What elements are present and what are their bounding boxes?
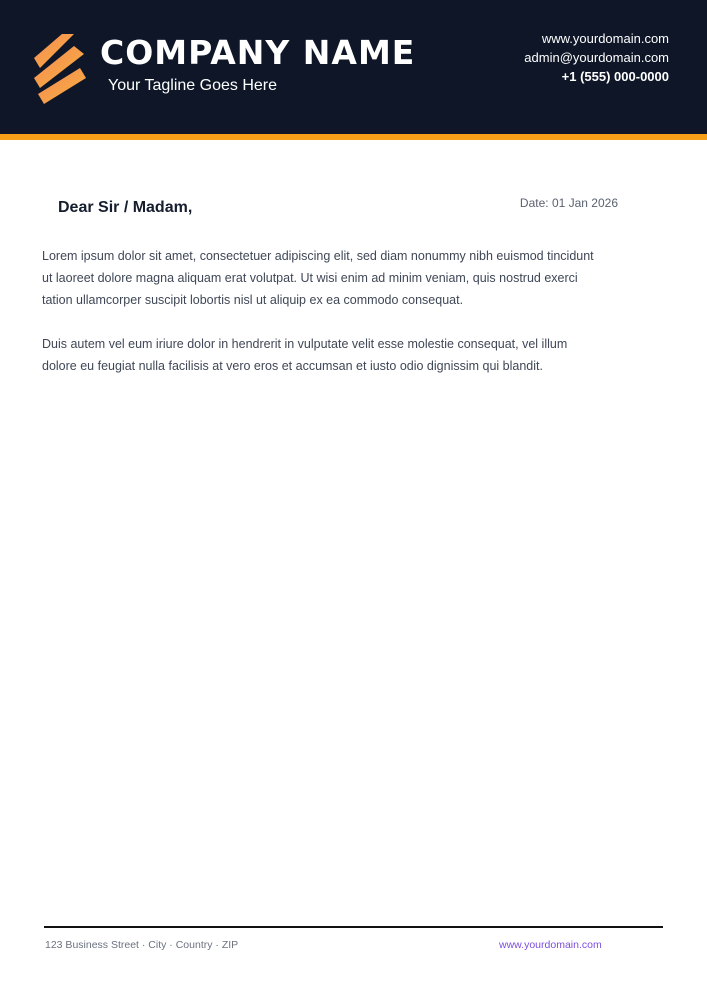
company-tagline: Your Tagline Goes Here	[108, 77, 277, 94]
contact-website: www.yourdomain.com	[541, 31, 669, 46]
footer-divider	[44, 926, 663, 928]
company-name: COMPANY NAME	[100, 33, 416, 72]
contact-block	[524, 29, 669, 86]
body-paragraph: Duis autem vel eum iriure dolor in hendrerit in vulputate velit esse molestie consequat, vel illum dolore eu feugiat nulla facilisis at vero eros et accumsan et iusto odio dignissim qui blandit.	[42, 337, 568, 373]
letterhead-header	[0, 0, 707, 140]
diagonal-stripes-logo-icon	[34, 34, 86, 104]
contact-phone: +1 (555) 000-0000	[561, 69, 669, 84]
body-paragraph: Lorem ipsum dolor sit amet, consectetuer adipiscing elit, sed diam nonummy nibh euismod tincidunt ut laoreet dolore magna aliquam erat volutpat. Ut wisi enim ad minim veniam, quis nostrud exerci tation ullamcorper suscipit lobortis nisl ut aliquip ex ea commodo consequat.	[42, 249, 594, 307]
letter-body	[42, 245, 602, 399]
footer-address: 123 Business Street · City · Country · ZIP	[45, 939, 239, 951]
footer-website-link[interactable]: www.yourdomain.com	[499, 939, 602, 951]
contact-email: admin@yourdomain.com	[524, 50, 669, 65]
letter-salutation: Dear Sir / Madam,	[58, 199, 193, 216]
letter-date: Date: 01 Jan 2026	[519, 196, 618, 210]
